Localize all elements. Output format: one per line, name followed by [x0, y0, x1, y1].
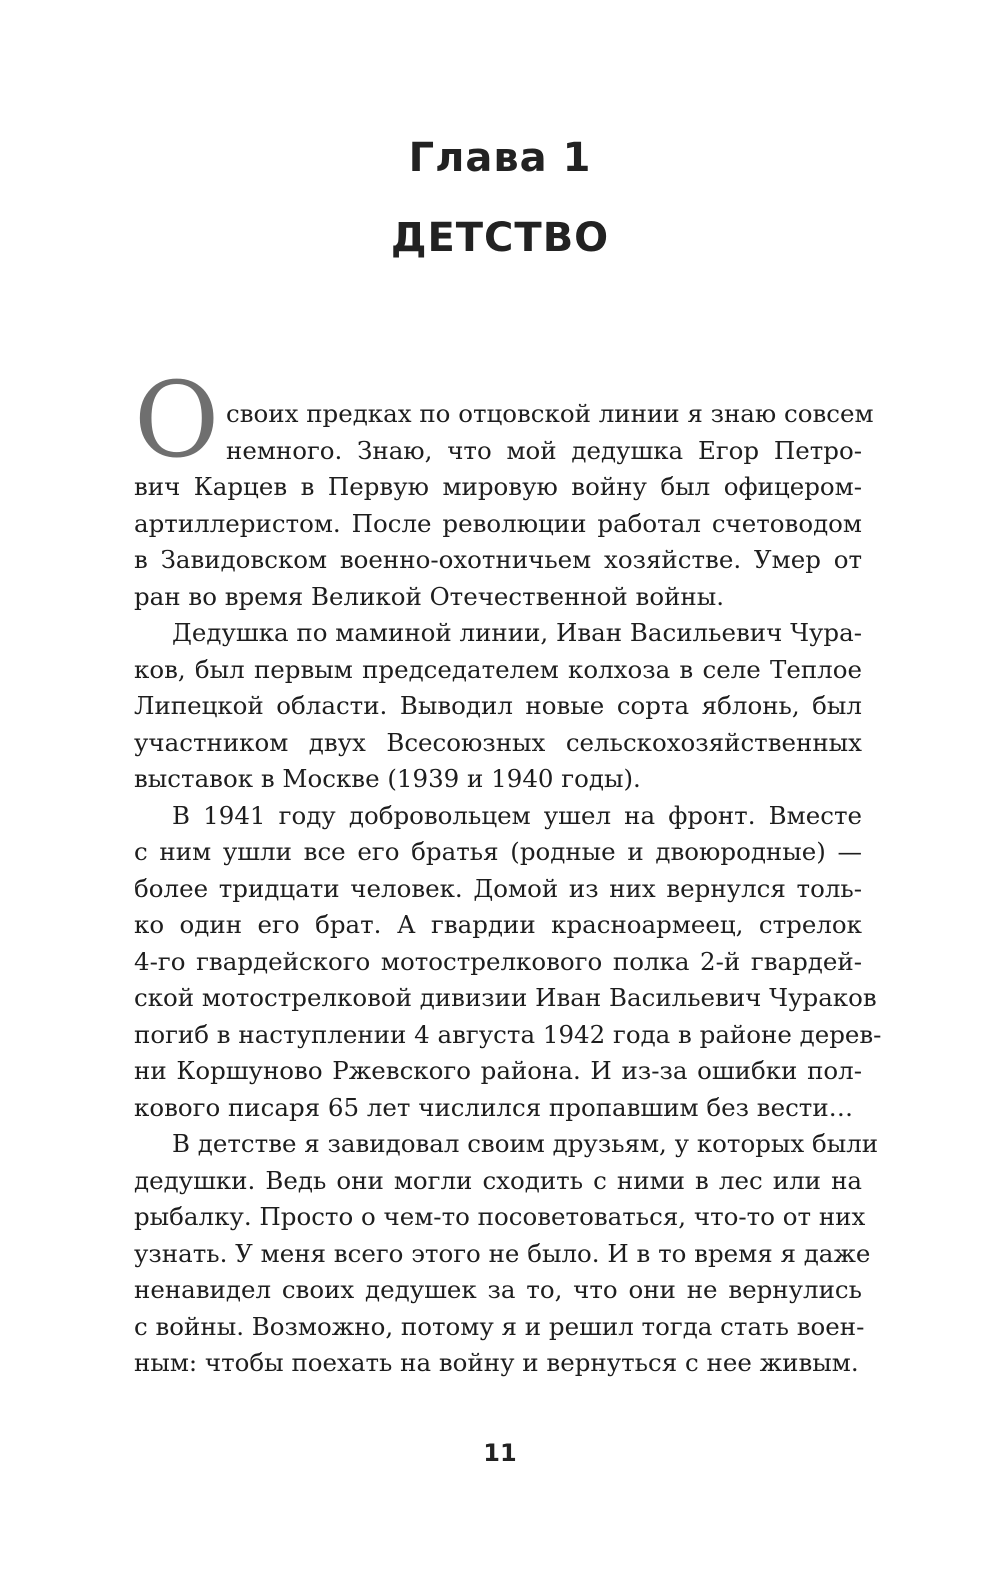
paragraph	[134, 615, 862, 798]
text-line: вич Карцев в Первую мировую войну был офицером-	[134, 472, 862, 501]
text-line: ков, был первым председателем колхоза в селе Теплое	[134, 654, 862, 684]
text-line: своих предках по отцовской линии я знаю совсем	[226, 399, 874, 428]
text-line: погиб в наступлении 4 августа 1942 года в районе дерев-	[134, 1019, 882, 1049]
paragraph	[134, 396, 874, 615]
text-line: дедушки. Ведь они могли сходить с ними в лес или на	[134, 1165, 862, 1195]
chapter-body	[134, 396, 882, 1382]
text-line: ным: чтобы поехать на войну и вернуться с нее живым.	[134, 1348, 859, 1377]
text-line: Дедушка по маминой линии, Иван Васильевич Чура-	[172, 618, 862, 647]
text-line: в Завидовском военно-охотничьем хозяйстве. Умер от	[134, 545, 862, 574]
text-line: ской мотострелковой дивизии Иван Васильевич Чураков	[134, 983, 877, 1012]
text-line: узнать. У меня всего этого не было. И в то время я даже	[134, 1238, 871, 1268]
page-number: 11	[483, 1439, 517, 1467]
text-line: с ним ушли все его братья (родные и двоюродные) —	[134, 837, 862, 866]
text-line: участником двух Всесоюзных сельскохозяйственных	[134, 727, 862, 757]
text-line: более тридцати человек. Домой из них вернулся толь-	[134, 873, 862, 903]
text-line: артиллеристом. После революции работал счетоводом	[134, 508, 862, 538]
text-line: ко один его брат. А гвардии красноармеец, стрелок	[134, 910, 862, 939]
text-line: немного. Знаю, что мой дедушка Егор Петро-	[226, 435, 862, 465]
paragraph	[134, 798, 882, 1127]
text-line: 4-го гвардейского мотострелкового полка 2-й гвардей-	[134, 946, 862, 976]
text-line: Липецкой области. Выводил новые сорта яблонь, был	[134, 691, 862, 720]
text-line: кового писаря 65 лет числился пропавшим без вести…	[134, 1092, 854, 1122]
chapter-label: Глава 1	[408, 135, 592, 181]
text-line: В детстве я завидовал своим друзьям, у которых были	[172, 1129, 879, 1158]
text-line: ненавидел своих дедушек за то, что они не вернулись	[134, 1275, 862, 1304]
text-line: рыбалку. Просто о чем-то посоветоваться, что-то от них	[134, 1202, 866, 1231]
text-line: В 1941 году добровольцем ушел на фронт. Вместе	[172, 800, 862, 830]
chapter-title: ДЕТСТВО	[390, 215, 610, 261]
text-line: ни Коршуново Ржевского района. И из-за ошибки пол-	[134, 1056, 862, 1085]
text-line: с войны. Возможно, потому я и решил тогда стать воен-	[134, 1311, 865, 1341]
text-line: ран во время Великой Отечественной войны.	[134, 581, 725, 611]
text-line: выставок в Москве (1939 и 1940 годы).	[134, 764, 641, 793]
drop-cap: О	[134, 359, 220, 481]
paragraph	[134, 1126, 879, 1382]
